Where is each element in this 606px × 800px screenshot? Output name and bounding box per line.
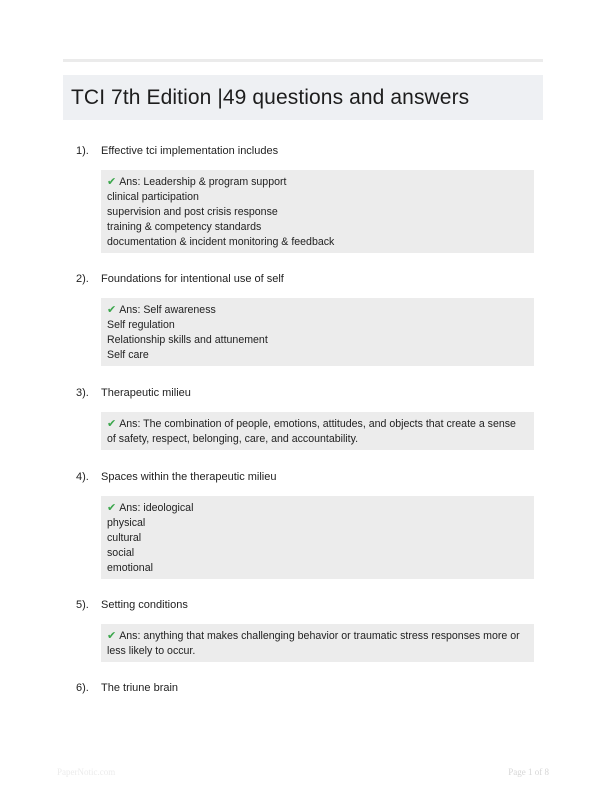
question-text: Setting conditions: [101, 599, 188, 611]
answer-line: [107, 348, 528, 363]
qa-item: [63, 272, 543, 366]
page-title: TCI 7th Edition |49 questions and answers: [71, 85, 470, 109]
question-text: The triune brain: [101, 682, 179, 694]
check-icon: ✔: [107, 303, 117, 316]
answer-line: [107, 174, 528, 190]
answer-text: Self regulation: [107, 319, 175, 331]
question-row: [63, 144, 543, 159]
qa-item: [63, 470, 543, 579]
answer-line: [107, 190, 528, 205]
question-text: Foundations for intentional use of self: [101, 273, 284, 285]
question-row: [63, 386, 543, 401]
qa-item: [63, 386, 543, 450]
answer-line: [107, 318, 528, 333]
answer-text: Relationship skills and attunement: [107, 334, 268, 346]
question-text: Effective tci implementation includes: [101, 145, 279, 157]
answer-text: Ans: ideological: [119, 502, 194, 514]
question-number: 4).: [76, 471, 89, 483]
answer-text: Ans: anything that makes challenging behavior or traumatic stress responses more or: [119, 630, 520, 642]
answer-line: [107, 516, 528, 531]
check-icon: ✔: [107, 175, 117, 188]
answer-line: [107, 546, 528, 561]
answer-line: [107, 531, 528, 546]
answer-line: [107, 205, 528, 220]
answer-text: clinical participation: [107, 191, 199, 203]
answer-line: [107, 302, 528, 318]
answer-line: [107, 628, 528, 644]
check-icon: ✔: [107, 501, 117, 514]
answer-line: [107, 432, 528, 447]
qa-item: [63, 681, 543, 696]
top-divider: [63, 59, 543, 62]
question-text: Spaces within the therapeutic milieu: [101, 471, 277, 483]
answer-text: documentation & incident monitoring & feedback: [107, 236, 335, 248]
answer-line: [107, 333, 528, 348]
answer-line: [107, 235, 528, 250]
answer-line: [107, 416, 528, 432]
answer-text: of safety, respect, belonging, care, and accountability.: [107, 433, 359, 445]
question-row: [63, 470, 543, 485]
page-number: Page 1 of 8: [508, 767, 549, 777]
answer-text: Ans: Leadership & program support: [119, 176, 287, 188]
answer-line: [107, 644, 528, 659]
answer-box: [101, 412, 534, 450]
answer-line: [107, 500, 528, 516]
question-row: [63, 598, 543, 613]
question-number: 2).: [76, 273, 89, 285]
answer-text: Ans: The combination of people, emotions, attitudes, and objects that create a sense: [119, 418, 516, 430]
answer-box: [101, 496, 534, 579]
question-number: 3).: [76, 387, 89, 399]
question-row: [63, 681, 543, 696]
answer-box: [101, 624, 534, 662]
answer-text: training & competency standards: [107, 221, 262, 233]
qa-item: [63, 598, 543, 662]
answer-text: cultural: [107, 532, 142, 544]
question-row: [63, 272, 543, 287]
answer-line: [107, 220, 528, 235]
check-icon: ✔: [107, 417, 117, 430]
answer-text: social: [107, 547, 135, 559]
answer-text: emotional: [107, 562, 153, 574]
check-icon: ✔: [107, 629, 117, 642]
qa-item: [63, 144, 543, 253]
answer-text: Self care: [107, 349, 149, 361]
question-text: Therapeutic milieu: [101, 387, 191, 399]
answer-box: [101, 170, 534, 253]
answer-text: less likely to occur.: [107, 645, 196, 657]
answer-text: physical: [107, 517, 146, 529]
question-number: 5).: [76, 599, 89, 611]
title-banner: [63, 75, 543, 120]
footer-watermark: PaperNotic.com: [57, 767, 116, 777]
question-number: 6).: [76, 682, 89, 694]
answer-line: [107, 561, 528, 576]
question-number: 1).: [76, 145, 89, 157]
answer-box: [101, 298, 534, 366]
answer-text: supervision and post crisis response: [107, 206, 278, 218]
answer-text: Ans: Self awareness: [119, 304, 216, 316]
